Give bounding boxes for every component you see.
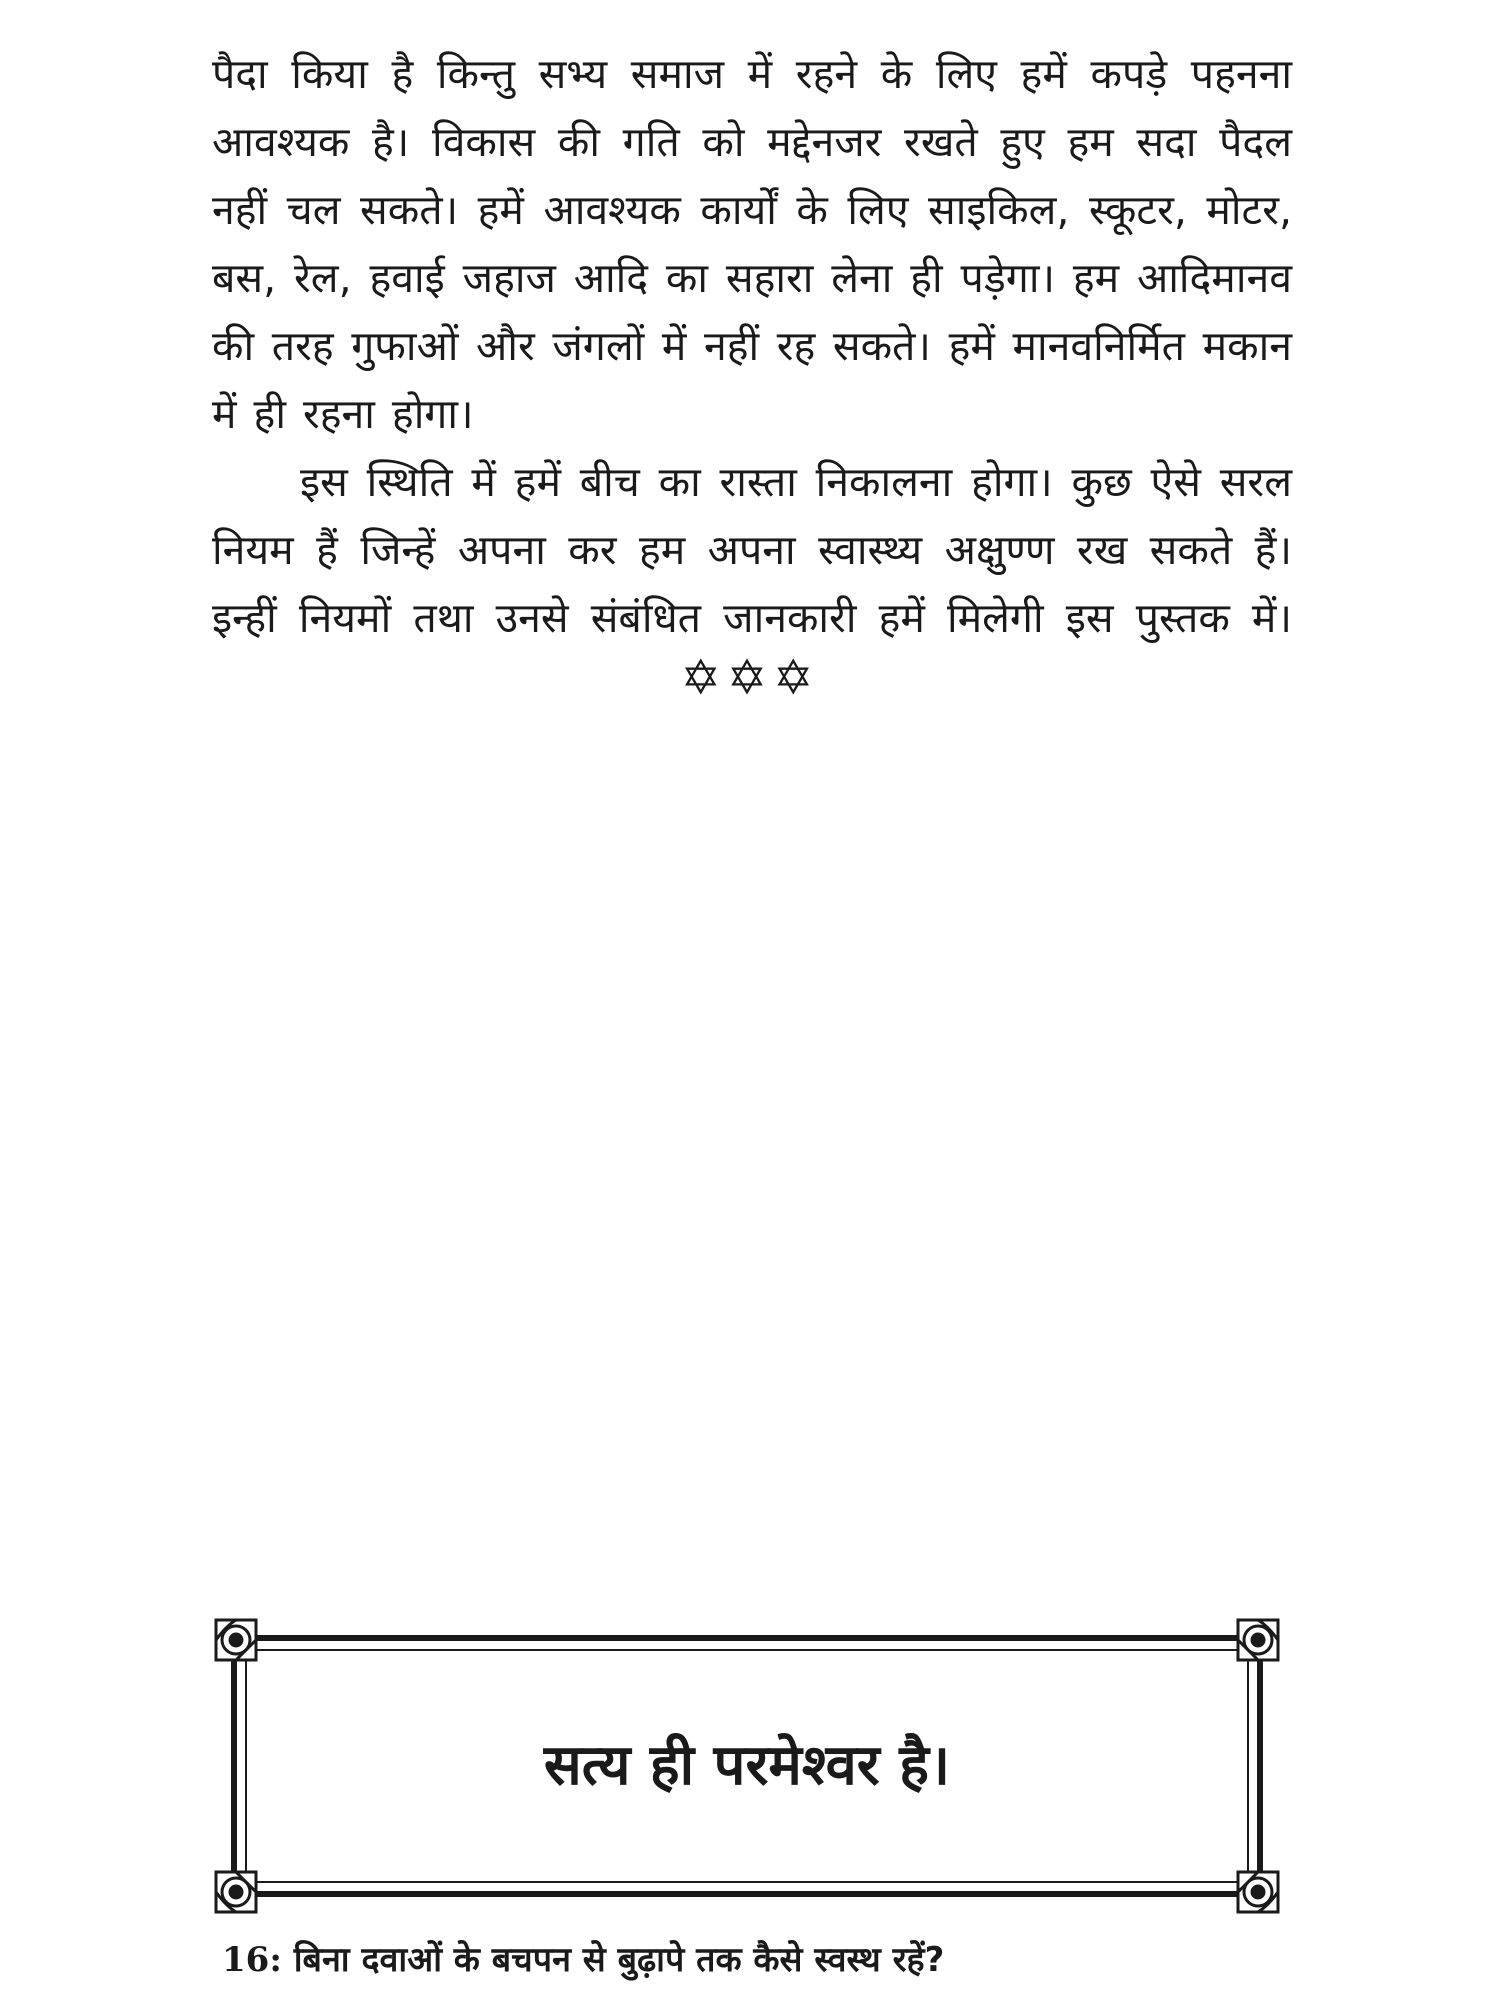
quote-box [212, 1616, 1282, 1916]
paragraph-1-line-1: पैदा किया है किन्तु सभ्य समाज में रहने के लिए हमें कपड़े पहनना [212, 50, 1292, 98]
corner-ornament-top-left [216, 1620, 256, 1660]
quote-text: सत्य ही परमेश्वर है। [543, 1733, 951, 1798]
paragraph-1-line-2: आवश्यक है। विकास की गति को मद्देनजर रखते हुए हम सदा पैदल [212, 118, 1292, 166]
corner-ornament-top-right [1238, 1620, 1278, 1660]
paragraph-2-line-1: इस स्थिति में हमें बीच का रास्ता निकालना होगा। कुछ ऐसे सरल [300, 458, 1292, 506]
body-text [212, 40, 1292, 652]
page-footer [222, 1936, 1422, 1984]
paragraph-1-line-3: नहीं चल सकते। हमें आवश्यक कार्यों के लिए साइकिल, स्कूटर, मोटर, [212, 186, 1292, 234]
paragraph-1-line-6: में ही रहना होगा। [212, 390, 474, 438]
paragraph-2-line-3: इन्हीं नियमों तथा उनसे संबंधित जानकारी हमें मिलेगी इस पुस्तक में। [212, 594, 1292, 642]
paragraph-2-line-2: नियम हैं जिन्हें अपना कर हम अपना स्वास्थ्य अक्षुण्ण रख सकते हैं। [212, 526, 1292, 574]
section-separator: ✡✡✡ [680, 650, 820, 706]
paragraph-1-line-4: बस, रेल, हवाई जहाज आदि का सहारा लेना ही पड़ेगा। हम आदिमानव [212, 254, 1292, 302]
book-title: बिना दवाओं के बचपन से बुढ़ापे तक कैसे स्वस्थ रहें? [293, 1940, 945, 1980]
page-number: 16: [222, 1940, 282, 1980]
corner-ornament-bottom-left [216, 1872, 256, 1912]
corner-ornament-bottom-right [1238, 1872, 1278, 1912]
paragraph-1-line-5: की तरह गुफाओं और जंगलों में नहीं रह सकते। हमें मानवनिर्मित मकान [212, 322, 1292, 370]
